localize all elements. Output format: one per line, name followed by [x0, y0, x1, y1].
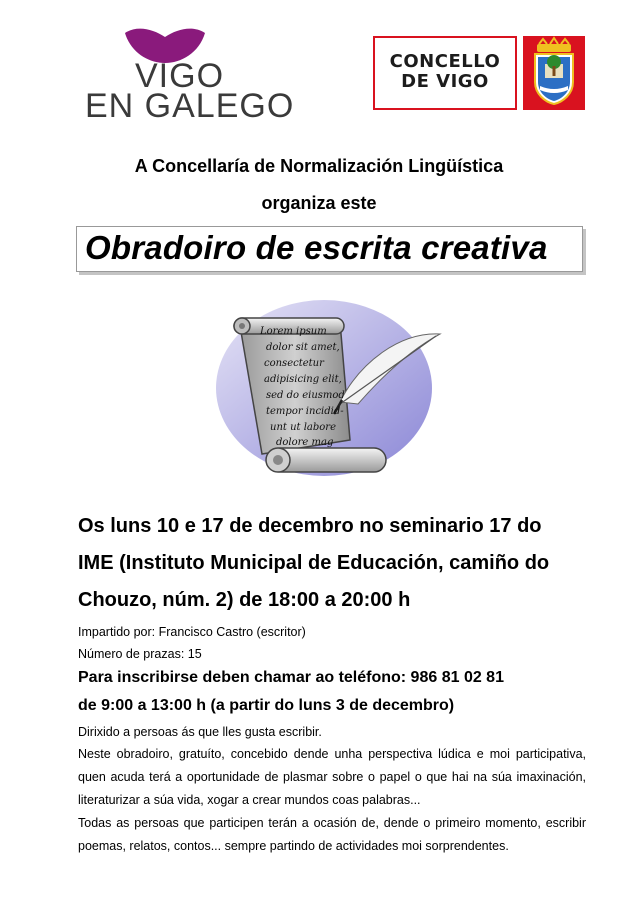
vigo-logo-line2: EN GALEGO [85, 87, 295, 125]
scroll-text-line: sed do eiusmod [266, 390, 345, 401]
scroll-and-quill-illustration [200, 292, 460, 502]
vigo-logo-line1: VIGO [135, 57, 225, 95]
coat-of-arms-icon [523, 36, 585, 110]
title-box [76, 226, 583, 272]
details-line2: IME (Instituto Municipal de Educación, camiño do [78, 552, 550, 574]
intro-line1: A Concellaría de Normalización Lingüística [134, 156, 504, 176]
scroll-text-line: dolor sit amet, [266, 342, 340, 353]
details-line1: Os luns 10 e 17 de decembro no seminario 17 do [78, 515, 542, 537]
instructor-text: Impartido por: Francisco Castro (escritor) [78, 625, 306, 639]
scroll-text-line: adipisicing elit, [264, 374, 342, 385]
scroll-quill-icon [200, 292, 460, 502]
concello-de-vigo-logo [373, 36, 517, 110]
description-para1-line: quen acuda terá a oportunidade de plasmar sobre o papel o que hai na súa imaxinación, [78, 770, 586, 784]
description-para2-line: Todas as persoas que participen terán a ocasión de, dende o primeiro momento, escribir [78, 816, 586, 830]
intro-line2: organiza este [261, 193, 377, 213]
vigo-en-galego-logo [85, 25, 325, 125]
concello-logo-line2: DE VIGO [401, 71, 489, 92]
details-line3: Chouzo, núm. 2) de 18:00 a 20:00 h [78, 589, 411, 611]
page-title: Obradoiro de escrita creativa [85, 229, 548, 266]
scroll-text-line: consectetur [264, 358, 324, 369]
concello-logo-line1: CONCELLO [389, 51, 501, 72]
scroll-text-line: Lorem ipsum [260, 326, 327, 337]
description-para1-line: literaturizar a súa vida, xogar a crear mundos coas palabras... [78, 793, 421, 807]
scroll-text-line: dolore mag [276, 437, 334, 448]
registration-line2: de 9:00 a 13:00 h (a partir do luns 3 de decembro) [78, 697, 455, 714]
scroll-text-line: unt ut labore [270, 422, 336, 433]
description-para1-line: Neste obradoiro, gratuíto, concebido dende unha perspectiva lúdica e moi participativa, [78, 747, 586, 761]
audience-text: Dirixido a persoas ás que lles gusta escribir. [78, 725, 322, 739]
description-para2-line: poemas, relatos, contos... sempre partindo de actividades moi sorprendentes. [78, 839, 509, 853]
header [0, 0, 638, 140]
places-text: Número de prazas: 15 [78, 647, 202, 661]
registration-line1: Para inscribirse deben chamar ao teléfono: 986 81 02 81 [78, 669, 504, 686]
scroll-text-line: tempor incidid- [266, 406, 344, 417]
